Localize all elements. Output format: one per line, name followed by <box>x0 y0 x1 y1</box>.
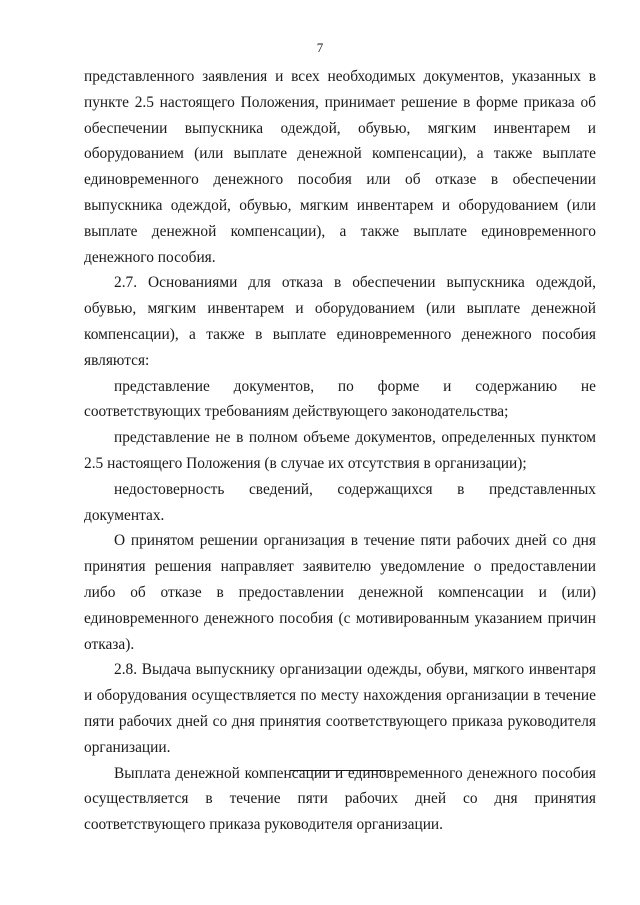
paragraph-2-7: 2.7. Основаниями для отказа в обеспечении выпускника одеждой, обувью, мягким инвентарем и оборудованием (или выплате денежной компенсации), а также в выплате единовременного денежного пособия являются: <box>84 274 596 369</box>
paragraph-2-8: 2.8. Выдача выпускнику организации одежды, обуви, мягкого инвентаря и оборудования осуществляется по месту нахождения организации в течение пяти рабочих дней со дня принятия соответствующего приказа руководителя организации. <box>84 661 596 756</box>
end-divider-line <box>290 770 386 771</box>
paragraph-notification: О принятом решении организация в течение пяти рабочих дней со дня принятия решения направляет заявителю уведомление о предоставлении либо об отказе в предоставлении денежной компенсации и (или) единовременного денежного пособия (с мотивированным указанием причин отказа). <box>84 532 596 653</box>
paragraph-payment: Выплата денежной компенсации и единовременного денежного пособия осуществляется в течение пяти рабочих дней со дня принятия соответствующего приказа руководителя организации. <box>84 764 596 834</box>
paragraph-continuation: представленного заявления и всех необходимых документов, указанных в пункте 2.5 настоящего Положения, принимает решение в форме приказа об обеспечении выпускника одеждой, обувью, мягким инвентарем и оборудованием (или выплате денежной компенсации), а также выплате единовременного денежного пособия или об отказе в обеспечении выпускника одеждой, обувью, мягким инвентарем и оборудованием (или выплате денежной компенсации), а также выплате единовременного денежного пособия. <box>84 68 596 266</box>
paragraph-refusal-reason-1: представление документов, по форме и содержанию не соответствующих требованиям действующего законодательства; <box>84 377 596 421</box>
paragraph-refusal-reason-3: недостоверность сведений, содержащихся в представленных документах. <box>84 480 596 524</box>
document-body <box>84 64 596 838</box>
page-number: 7 <box>316 40 324 55</box>
paragraph-refusal-reason-2: представление не в полном объеме документов, определенных пунктом 2.5 настоящего Положения (в случае их отсутствия в организации); <box>84 429 596 472</box>
